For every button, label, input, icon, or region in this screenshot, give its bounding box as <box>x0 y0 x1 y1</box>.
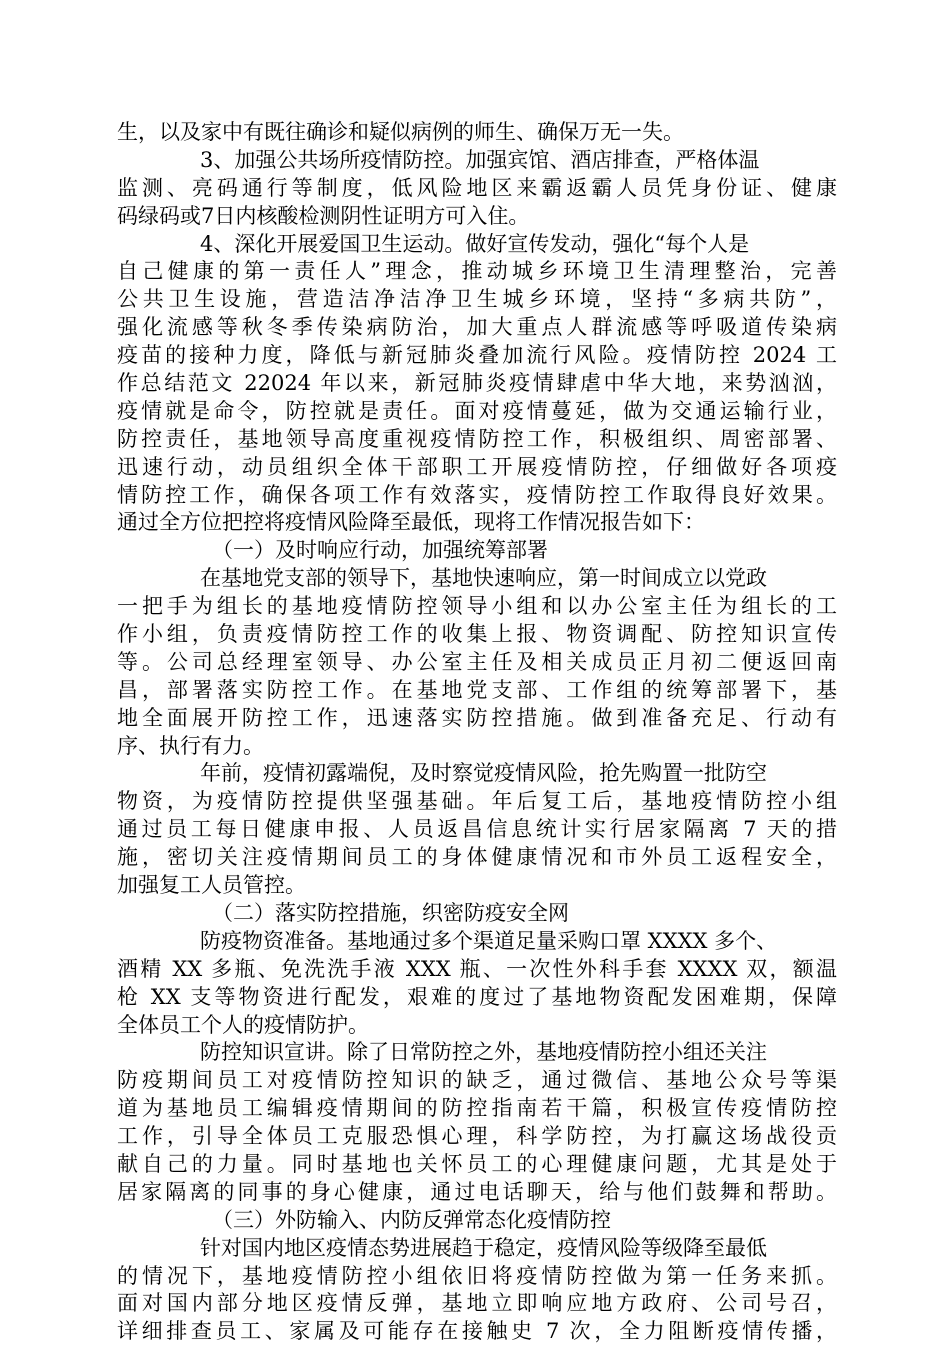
text-line: 防控知识宣讲。除了日常防控之外，基地疫情防控小组还关注 <box>200 1040 767 1065</box>
text-line: 3、加强公共场所疫情防控。加强宾馆、酒店排查，严格体温 <box>200 147 760 172</box>
text-line: 防控责任，基地领导高度重视疫情防控工作，积极组织、周密部署、 <box>117 426 837 451</box>
text-line: 工作，引导全体员工克服恐惧心理，科学防控，为打赢这场战役贡 <box>117 1124 837 1149</box>
text-line: 昌，部署落实防控工作。在基地党支部、工作组的统筹部署下，基 <box>117 677 837 702</box>
text-line: 通过全方位把控将疫情风险降至最低，现将工作情况报告如下： <box>117 510 705 535</box>
text-line: 枪 XX 支等物资进行配发，艰难的度过了基地物资配发困难期，保障 <box>117 984 837 1009</box>
text-line: 地全面展开防控工作，迅速落实防控措施。做到准备充足、行动有 <box>117 705 837 730</box>
text-line: 全体员工个人的疫情防护。 <box>117 1012 369 1037</box>
text-line: 献自己的力量。同时基地也关怀员工的心理健康问题，尤其是处于 <box>117 1151 837 1176</box>
text-line: 居家隔离的同事的身心健康，通过电话聊天，给与他们鼓舞和帮助。 <box>117 1179 837 1204</box>
text-line: 迅速行动，动员组织全体干部职工开展疫情防控，仔细做好各项疫 <box>117 454 837 479</box>
text-line: 自己健康的第一责任人”理念，推动城乡环境卫生清理整治，完善 <box>117 259 837 284</box>
text-line: 详细排查员工、家属及可能存在接触史 7 次，全力阻断疫情传播， <box>117 1319 837 1344</box>
text-line: 物资，为疫情防控提供坚强基础。年后复工后，基地疫情防控小组 <box>117 789 837 814</box>
text-line: 作小组，负责疫情防控工作的收集上报、物资调配、防控知识宣传 <box>117 622 837 647</box>
text-line: 等。公司总经理室领导、办公室主任及相关成员正月初二便返回南 <box>117 649 837 674</box>
text-line: 加强复工人员管控。 <box>117 873 306 898</box>
text-line: 防疫期间员工对疫情防控知识的缺乏，通过微信、基地公众号等渠 <box>117 1068 837 1093</box>
text-line: 作总结范文 22024 年以来，新冠肺炎疫情肆虐中华大地，来势汹汹， <box>117 371 837 396</box>
text-line: 施，密切关注疫情期间员工的身体健康情况和市外员工返程安全， <box>117 845 837 870</box>
text-line: 在基地党支部的领导下，基地快速响应，第一时间成立以党政 <box>200 566 767 591</box>
text-line: 年前，疫情初露端倪，及时察觉疫情风险，抢先购置一批防空 <box>200 761 767 786</box>
document-body <box>117 119 837 1346</box>
text-line: 道为基地员工编辑疫情期间的防控指南若干篇，积极宣传疫情防控 <box>117 1096 837 1121</box>
text-line: 公共卫生设施，营造洁净洁净卫生城乡环境，坚持“多病共防”， <box>117 287 837 312</box>
text-line: 监测、亮码通行等制度，低风险地区来霸返霸人员凭身份证、健康 <box>117 175 837 200</box>
text-line: 一把手为组长的基地疫情防控领导小组和以办公室主任为组长的工 <box>117 594 837 619</box>
text-line: 4、深化开展爱国卫生运动。做好宣传发动，强化“每个人是 <box>200 231 750 256</box>
text-line: 强化流感等秋冬季传染病防治，加大重点人群流感等呼吸道传染病 <box>117 315 837 340</box>
text-line: 疫情就是命令，防控就是责任。面对疫情蔓延，做为交通运输行业， <box>117 398 837 423</box>
section-heading-line: （二）落实防控措施，织密防疫安全网 <box>212 900 569 925</box>
text-line: 疫苗的接种力度，降低与新冠肺炎叠加流行风险。疫情防控 2024 工 <box>117 343 837 368</box>
text-line: 生，以及家中有既往确诊和疑似病例的师生、确保万无一失。 <box>117 120 684 144</box>
text-line: 通过员工每日健康申报、人员返昌信息统计实行居家隔离 7 天的措 <box>117 817 837 842</box>
text-line: 酒精 XX 多瓶、免洗洗手液 XXX 瓶、一次性外科手套 XXXX 双，额温 <box>117 956 837 981</box>
section-heading-line: （三）外防输入、内防反弹常态化疫情防控 <box>212 1207 611 1232</box>
text-line: 针对国内地区疫情态势进展趋于稳定，疫情风险等级降至最低 <box>200 1235 767 1260</box>
text-line: 序、执行有力。 <box>117 733 264 758</box>
text-line: 防疫物资准备。基地通过多个渠道足量采购口罩 XXXX 多个、 <box>200 928 778 953</box>
section-heading-line: （一）及时响应行动，加强统筹部署 <box>212 538 548 563</box>
text-line: 情防控工作，确保各项工作有效落实，疫情防控工作取得良好效果。 <box>117 482 837 507</box>
text-line: 的情况下，基地疫情防控小组依旧将疫情防控做为第一任务来抓。 <box>117 1263 837 1288</box>
text-line: 面对国内部分地区疫情反弹，基地立即响应地方政府、公司号召， <box>117 1291 837 1316</box>
text-line: 码绿码或7日内核酸检测阴性证明方可入住。 <box>117 203 530 228</box>
